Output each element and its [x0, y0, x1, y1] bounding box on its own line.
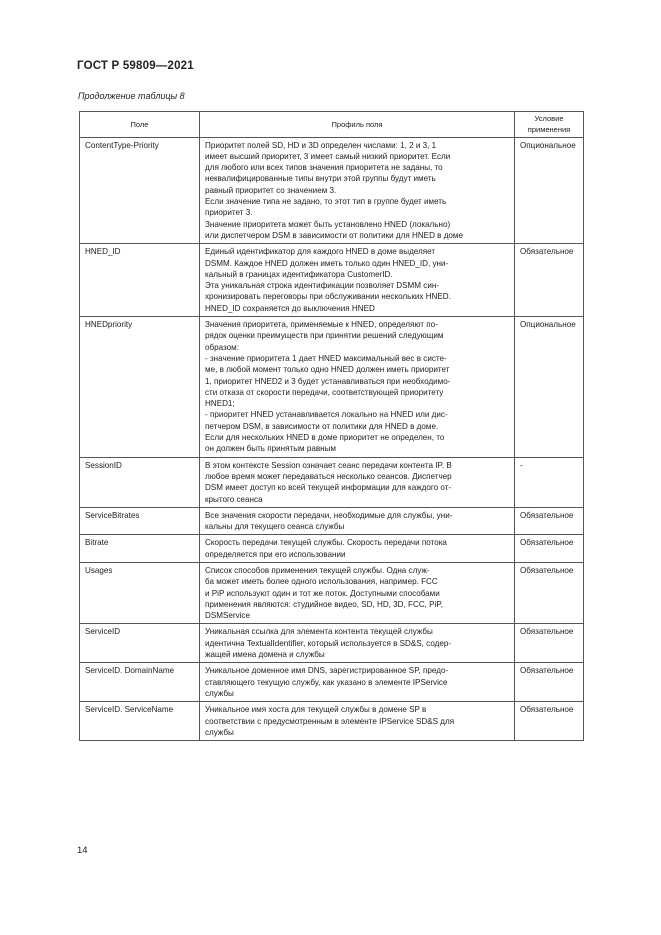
profile-text-line: Уникальное имя хоста для текущей службы в домене SP в	[205, 705, 427, 715]
profile-text-line: В этом контексте Session означает сеанс передачи контента IP. В	[205, 460, 452, 470]
table-row	[80, 562, 584, 623]
field-profile-cell	[200, 244, 515, 317]
profile-text-line: службы	[205, 688, 234, 698]
profile-text-line: службы	[205, 727, 234, 737]
application-condition-cell: Обязательное	[515, 624, 584, 663]
profile-text-line: идентична TextualIdentifier, который используется в SD&S, содер-	[205, 638, 452, 648]
application-condition-cell: Обязательное	[515, 663, 584, 702]
profile-text-line: и PiP используют один и тот же поток. Доступными способами	[205, 588, 440, 598]
application-condition-cell: -	[515, 457, 584, 507]
application-condition-cell: Обязательное	[515, 244, 584, 317]
application-condition-cell: Опциональное	[515, 137, 584, 244]
field-profile-table	[79, 111, 584, 741]
field-name-cell: HNED_ID	[80, 244, 200, 317]
table-header-row	[80, 112, 584, 138]
column-header-field: Поле	[80, 112, 200, 138]
profile-text-line: - значение приоритета 1 дает HNED максимальный вес в систе-	[205, 353, 447, 363]
profile-text-line: или диспетчером DSM в зависимости от политики для HNED в доме	[205, 230, 463, 240]
profile-text-line: - приоритет HNED устанавливается локально на HNED или дис-	[205, 410, 448, 420]
application-condition-cell: Обязательное	[515, 702, 584, 741]
field-profile-cell	[200, 457, 515, 507]
profile-text-line: Единый идентификатор для каждого HNED в доме выделяет	[205, 247, 436, 257]
document-standard-header: ГОСТ Р 59809—2021	[77, 60, 194, 72]
profile-text-line: Эта уникальная строка идентификации позволяет DSMM син-	[205, 281, 440, 291]
field-name-cell: HNEDpriority	[80, 317, 200, 458]
field-profile-cell	[200, 317, 515, 458]
profile-text-line: Приоритет полей SD, HD и 3D определен числами: 1, 2 и 3, 1	[205, 140, 437, 150]
table-row	[80, 317, 584, 458]
table-row	[80, 244, 584, 317]
table-row	[80, 702, 584, 741]
profile-text-line: ставляющего текущую службу, как указано в элементе IPService	[205, 677, 448, 687]
profile-text-line: Все значения скорости передачи, необходимые для службы, уни-	[205, 510, 453, 520]
profile-text-line: HNED_ID сохраняется до выключения HNED	[205, 303, 375, 313]
profile-text-line: равный приоритет со значением 3.	[205, 185, 337, 195]
profile-text-line: петчером DSM, в зависимости от политики для HNED в доме.	[205, 421, 439, 431]
application-condition-cell: Опциональное	[515, 317, 584, 458]
profile-text-line: DSMM. Каждое HNED должен иметь только один HNED_ID, уни-	[205, 258, 449, 268]
table-caption: Продолжение таблицы 8	[78, 91, 185, 101]
profile-text-line: неквалифицированные типы внутри этой группы будут иметь	[205, 174, 436, 184]
profile-text-line: рядок оценки преимуществ при принятии решений следующим	[205, 331, 444, 341]
field-name-cell: ContentType-Priority	[80, 137, 200, 244]
table-row	[80, 535, 584, 563]
table-row	[80, 137, 584, 244]
profile-text-line: Если значение типа не задано, то этот тип в группе будет иметь	[205, 197, 447, 207]
page-number: 14	[77, 845, 88, 856]
profile-text-line: применения являются: студийное видео, SD, HD, 3D, FCC, PiP,	[205, 599, 443, 609]
profile-text-line: Если для нескольких HNED в доме приоритет не определен, то	[205, 433, 445, 443]
field-profile-cell	[200, 535, 515, 563]
field-profile-cell	[200, 663, 515, 702]
field-profile-cell	[200, 137, 515, 244]
profile-text-line: HNED1;	[205, 399, 235, 409]
table-row	[80, 457, 584, 507]
profile-text-line: любое время может передаваться несколько сеансов. Диспетчер	[205, 471, 452, 481]
application-condition-cell: Обязательное	[515, 562, 584, 623]
table-row	[80, 507, 584, 535]
profile-text-line: определяется при его использовании	[205, 549, 346, 559]
profile-text-line: DSMService	[205, 611, 250, 621]
field-profile-cell	[200, 507, 515, 535]
profile-text-line: ба может иметь более одного использования, например. FCC	[205, 577, 438, 587]
profile-text-line: сти отказа от скорости передачи, соответствующей приоритету	[205, 387, 444, 397]
profile-text-line: кальный в границах идентификатора CustomerID.	[205, 269, 393, 279]
field-name-cell: Bitrate	[80, 535, 200, 563]
profile-text-line: кальны для текущего сеанса службы	[205, 522, 345, 532]
field-name-cell: SessionID	[80, 457, 200, 507]
profile-text-line: приоритет 3.	[205, 208, 253, 218]
table-row	[80, 624, 584, 663]
profile-text-line: ме, в любой момент только одно HNED должен иметь приоритет	[205, 365, 450, 375]
column-header-condition: Условие применения	[515, 112, 584, 138]
profile-text-line: Значение приоритета может быть установлено HNED (локально)	[205, 219, 451, 229]
profile-text-line: Список способов применения текущей службы. Одна служ-	[205, 565, 430, 575]
field-name-cell: ServiceID	[80, 624, 200, 663]
profile-text-line: Скорость передачи текущей службы. Скорость передачи потока	[205, 538, 447, 548]
profile-text-line: образом:	[205, 342, 239, 352]
profile-text-line: Уникальное доменное имя DNS, зарегистрированное SP, предо-	[205, 666, 449, 676]
table-body	[80, 137, 584, 741]
table-row	[80, 663, 584, 702]
profile-text-line: Уникальная ссылка для элемента контента текущей службы	[205, 627, 433, 637]
profile-text-line: имеет высший приоритет, 3 имеет самый низкий приоритет. Если	[205, 151, 451, 161]
profile-text-line: 1, приоритет HNED2 и 3 будет устанавливаться при необходимо-	[205, 376, 451, 386]
field-profile-cell	[200, 562, 515, 623]
profile-text-line: крытого сеанса	[205, 494, 263, 504]
profile-text-line: DSM имеет доступ ко всей текущей информации для каждого от-	[205, 483, 452, 493]
column-header-profile: Профиль поля	[200, 112, 515, 138]
field-name-cell: ServiceBitrates	[80, 507, 200, 535]
field-name-cell: ServiceID. ServiceName	[80, 702, 200, 741]
profile-text-line: Значения приоритета, применяемые к HNED, определяют по-	[205, 320, 438, 330]
application-condition-cell: Обязательное	[515, 535, 584, 563]
application-condition-cell: Обязательное	[515, 507, 584, 535]
profile-text-line: жащей имена домена и службы	[205, 650, 325, 660]
profile-text-line: он должен быть принятым равным	[205, 444, 336, 454]
field-profile-cell	[200, 702, 515, 741]
profile-text-line: для любого или всех типов значения приоритета не заданы, то	[205, 163, 443, 173]
profile-text-line: хронизировать переговоры при обслуживании нескольких HNED.	[205, 292, 451, 302]
field-profile-cell	[200, 624, 515, 663]
field-name-cell: Usages	[80, 562, 200, 623]
field-name-cell: ServiceID. DomainName	[80, 663, 200, 702]
profile-text-line: соответствии с предусмотренным в элементе IPService SD&S для	[205, 716, 455, 726]
